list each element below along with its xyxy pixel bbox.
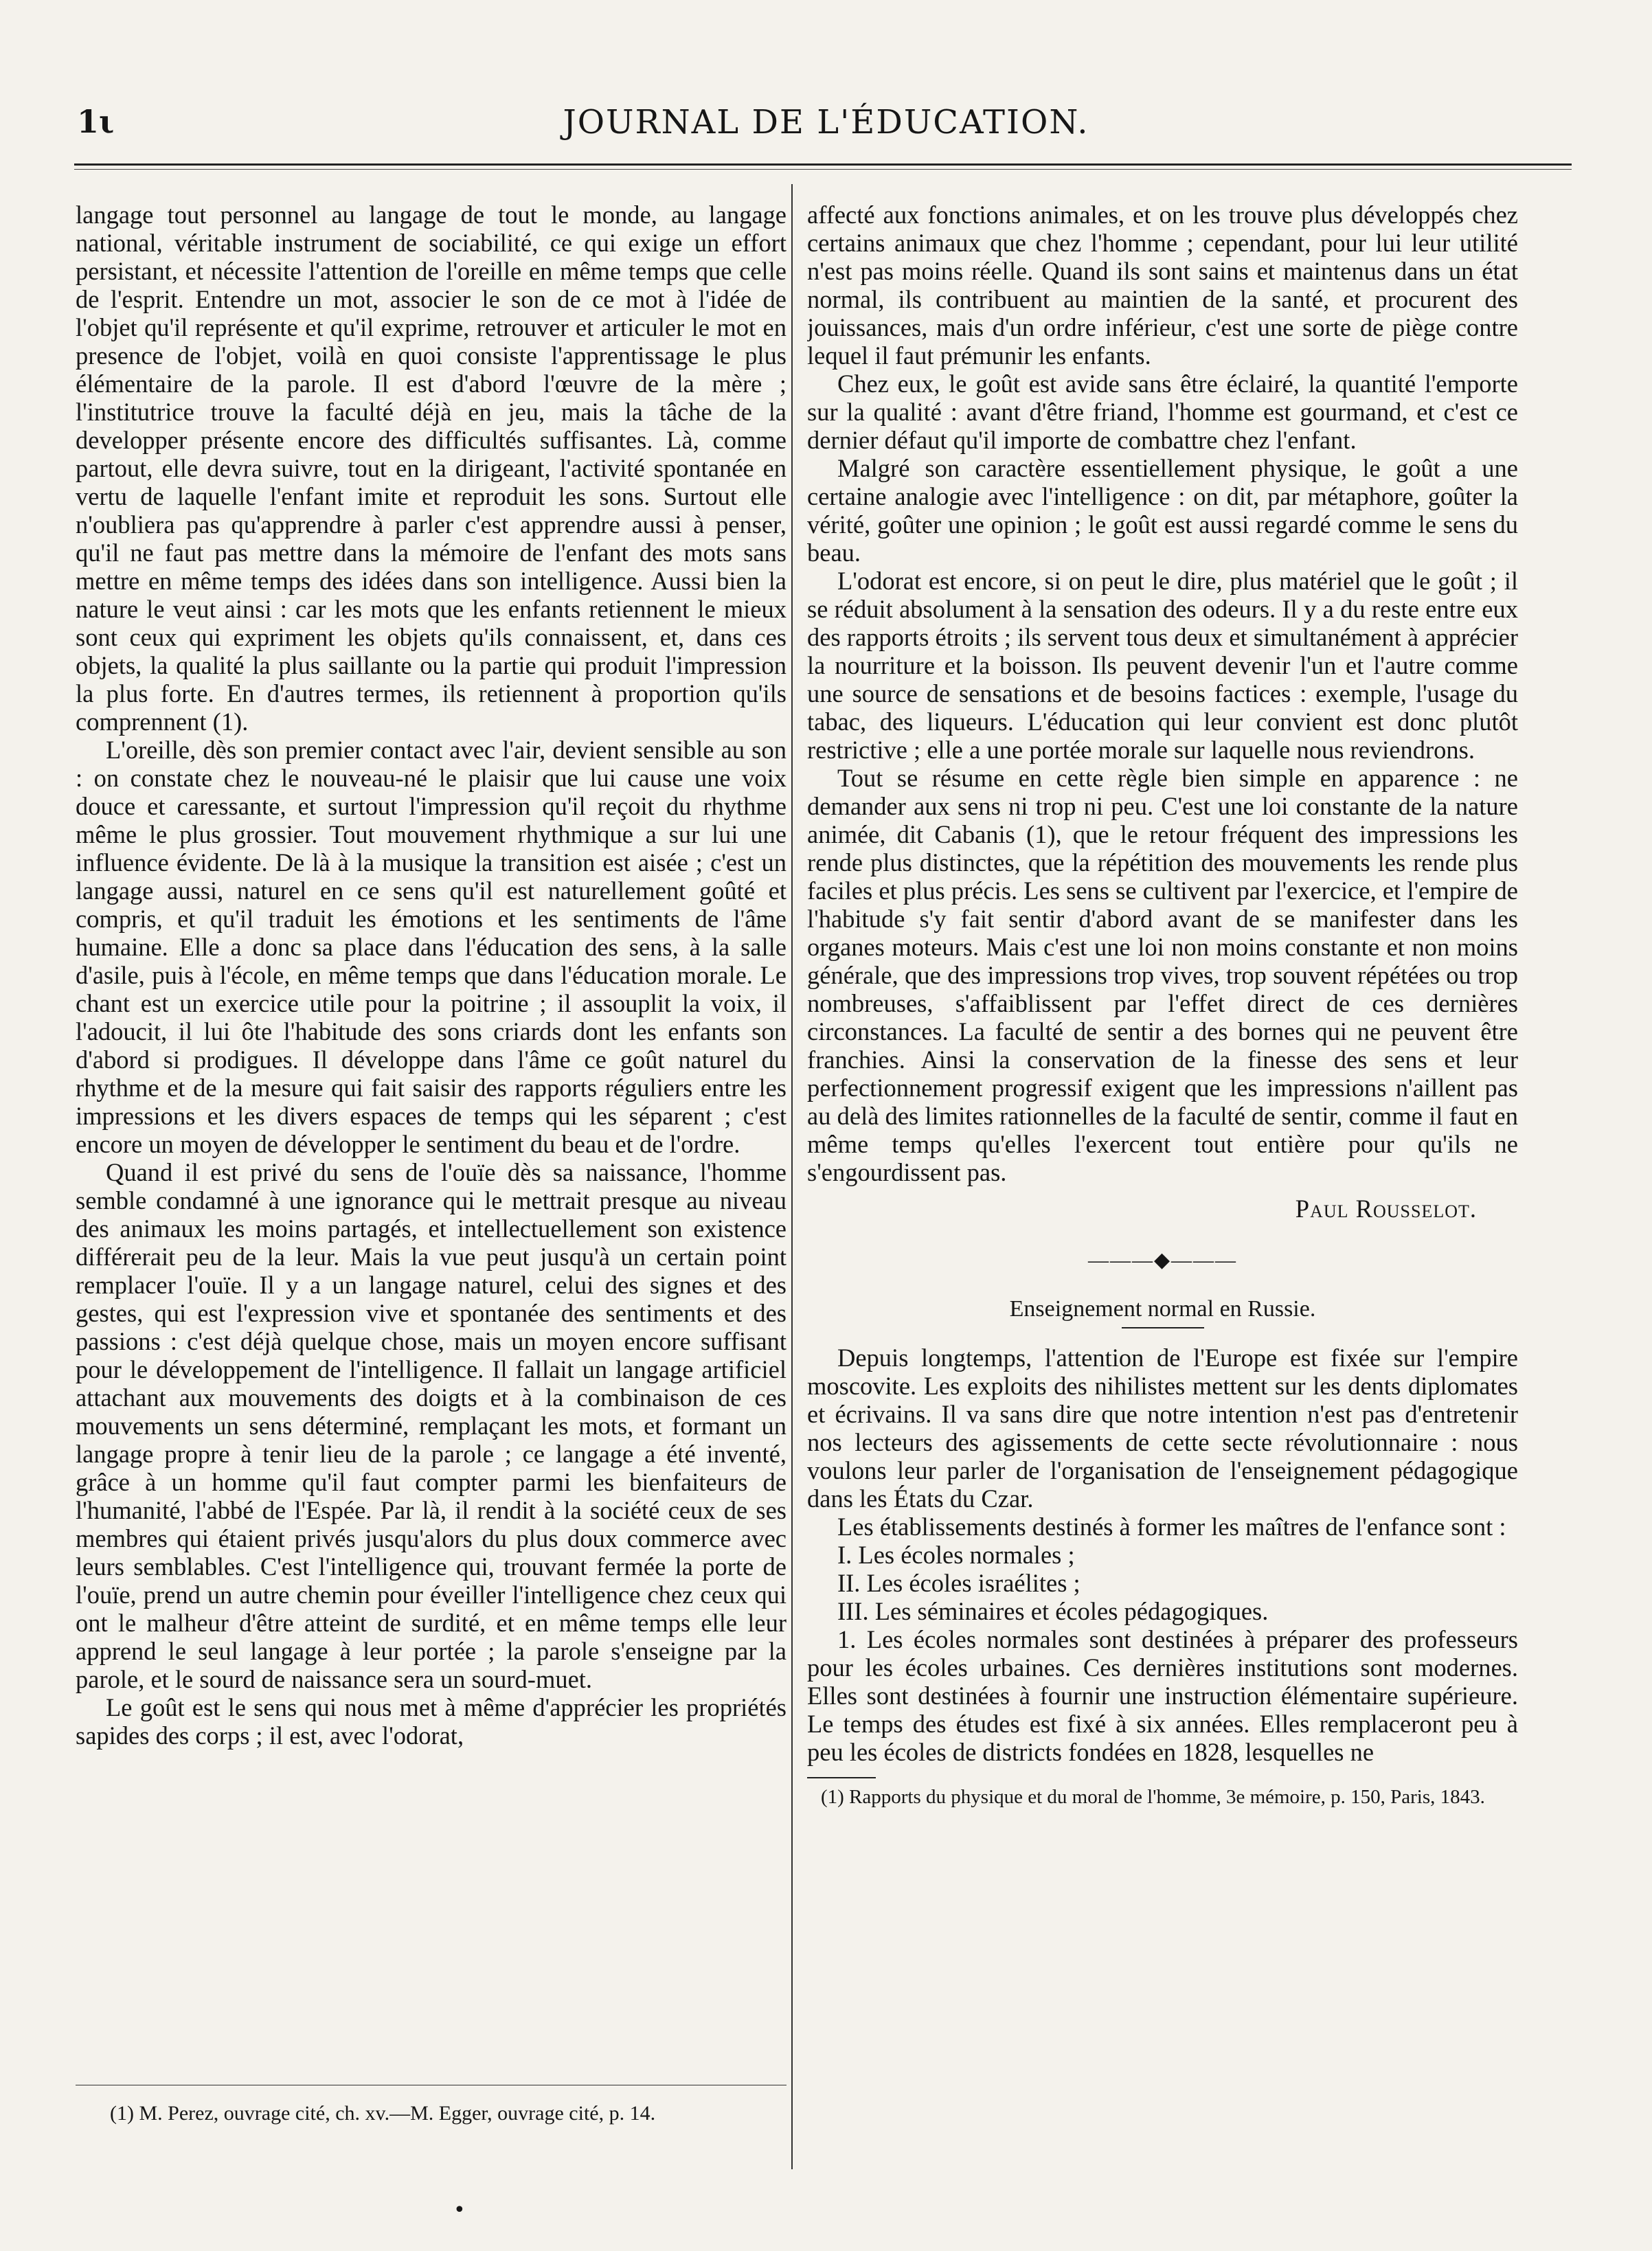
column-divider [791,184,793,2169]
left-paragraph: L'oreille, dès son premier contact avec l'air, devient sensible au son : on constate chez le nouveau-né le plaisir que lui cause une voix douce et caressante, et surtout l'impression qu'il reçoit du rhythme même le plus grossier. Tout mouvement rhythmique a sur lui une influence évidente. De là à la musique la transition est aisée ; c'est un langage aussi, naturel en ce sens qu'il est naturellement goûté et compris, et qu'il traduit les émotions et les sentiments de l'âme humaine. Elle a donc sa place dans l'éducation des sens, à la salle d'asile, puis à l'école, en même temps que dans l'éducation morale. Le chant est un exercice utile pour la poitrine ; il assouplit la voix, il l'adoucit, il lui ôte l'habitude des sons criards dont les enfants son d'abord si prodigues. Il développe dans l'âme ce goût naturel du rhythme et de la mesure qui fait saisir des rapports réguliers entre les impressions et les divers espaces de temps qui les séparent ; c'est encore un moyen de développer le sentiment du beau et de l'ordre. [76,736,787,1158]
left-footnote: (1) M. Perez, ouvrage cité, ch. xv.—M. Egger, ouvrage cité, p. 14. [110,2102,656,2125]
author-signature: Paul Rousselot. [1295,1195,1477,1223]
right-column [807,201,1518,2069]
header-rule [74,163,1572,166]
header-rule-thin [74,169,1572,170]
list-item: III. Les séminaires et écoles pédagogiques. [837,1597,1269,1625]
right-paragraph: L'odorat est encore, si on peut le dire, plus matériel que le goût ; il se réduit absolument à la sensation des odeurs. Il y a du reste entre eux des rapports étroits ; ils servent tous deux et simultanément à apprécier la nourriture et la boisson. Ils peuvent devenir l'un et l'autre comme une source de sensations et de besoins factices : exemple, l'usage du tabac, des liqueurs. L'éducation qui leur convient est donc plutôt restrictive ; elle a une portée morale sur laquelle nous reviendrons. [807,567,1518,764]
right-paragraph: Depuis longtemps, l'attention de l'Europe est fixée sur l'empire moscovite. Les exploits des nihilistes mettent sur les dents diplomates et écrivains. Il va sans dire que notre intention n'est pas d'entretenir nos lecteurs des agissements de cette secte révolutionnaire : nous voulons leur parler de l'organisation de l'enseignement pédagogique dans les États du Czar. [807,1344,1518,1513]
right-paragraph: affecté aux fonctions animales, et on les trouve plus développés chez certains animaux que chez l'homme ; cependant, pour lui leur utilité n'est pas moins réelle. Quand ils sont sains et maintenus dans un état normal, ils contribuent au maintien de la santé, et procurent des jouissances, mais d'un ordre inférieur, c'est une sorte de piège contre lequel il faut prémunir les enfants. [807,201,1518,370]
bottom-mark: • [453,2198,466,2222]
page-number: 1ι [77,103,115,140]
left-paragraph: Quand il est privé du sens de l'ouïe dès sa naissance, l'homme semble condamné à une ignorance qui le mettrait presque au niveau des animaux les moins partagés, et intellectuellement son existence différerait peu de la leur. Mais la vue peut jusqu'à un certain point remplacer l'ouïe. Il y a un langage naturel, celui des signes et des gestes, qui est l'expression vive et spontanée des sentiments et des passions : c'est déjà quelque chose, mais un moyen encore suffisant pour le développement de l'intelligence. Il fallait un langage artificiel attachant aux mouvements des doigts et à la combinaison de ces mouvements un sens déterminé, remplaçant les mots, et formant un langage propre à tenir lieu de la parole ; ce langage a été inventé, grâce à un homme qu'il faut compter parmi les bienfaiteurs de l'humanité, l'abbé de l'Espée. Par là, il rendit à la société ceux de ses membres qui étaient privés jusqu'alors du plus doux commerce avec leurs semblables. C'est l'intelligence qui, trouvant fermée la porte de l'ouïe, prend un autre chemin pour éveiller l'intelligence chez ceux qui ont le malheur d'être atteint de surdité, et en même temps elle leur apprend le seul langage à leur portée ; la parole s'enseigne par la parole, et le sourd de naissance sera un sourd-muet. [76,1158,787,1693]
section-ornament: ———◆——— [1087,1249,1238,1271]
footnote-rule [807,1777,876,1778]
list-item: II. Les écoles israélites ; [837,1569,1080,1597]
right-footnote: (1) Rapports du physique et du moral de l'homme, 3e mémoire, p. 150, Paris, 1843. [821,1786,1485,1808]
right-paragraph: Chez eux, le goût est avide sans être éclairé, la quantité l'emporte sur la qualité : avant d'être friand, l'homme est gourmand, et c'est ce dernier défaut qu'il importe de combattre chez l'enfant. [807,370,1518,454]
right-paragraph: Tout se résume en cette règle bien simple en apparence : ne demander aux sens ni trop ni peu. C'est une loi constante de la nature animée, dit Cabanis (1), que le retour fréquent des impressions les rende plus distinctes, que la répétition des mouvements les rende plus faciles et plus précis. Les sens se cultivent par l'exercice, et l'empire de l'habitude s'y fait sentir d'abord avant de se manifester dans les organes moteurs. Mais c'est une loi non moins constante et non moins générale, que des impressions trop vives, trop souvent répétées ou trop nombreuses, s'affaiblissent par l'effet direct de ces dernières circonstances. La faculté de sentir a des bornes qui ne peuvent être franchies. Ainsi la conservation de la finesse des sens et leur perfectionnement progressif exigent que les impressions n'aillent pas au delà des limites rationnelles de la faculté de sentir, comme il faut en même temps qu'elles l'exercent tout entière pour qu'ils ne s'engourdissent pas. [807,764,1518,1186]
left-column [76,201,787,2069]
left-paragraph: langage tout personnel au langage de tout le monde, au langage national, véritable instrument de sociabilité, ce qui exige un effort persistant, et nécessite l'attention de l'oreille en même temps que celle de l'esprit. Entendre un mot, associer le son de ce mot à l'idée de l'objet qu'il représente et qu'il exprime, retrouver et articuler le mot en presence de l'objet, voilà en quoi consiste l'apprentissage le plus élémentaire de la parole. Il est d'abord l'œuvre de la mère ; l'institutrice trouve la faculté déjà en jeu, mais la tâche de la developper présente encore des difficultés suffisantes. Là, comme partout, elle devra suivre, tout en la dirigeant, l'activité spontanée en vertu de laquelle l'enfant imite et reproduit les sons. Surtout elle n'oubliera pas qu'apprendre à parler c'est apprendre aussi à penser, qu'il ne faut pas mettre dans la mémoire de l'enfant des mots sans mettre en même temps des idées dans son intelligence. Aussi bien la nature le veut ainsi : car les mots que les enfants retiennent le mieux sont ceux qui expriment les objets qu'ils connaissent, et, dans ces objets, la qualité la plus saillante ou la partie qui produit l'impression la plus forte. En d'autres termes, ils retiennent à proportion qu'ils comprennent (1). [76,201,787,736]
list-item: I. Les écoles normales ; [837,1541,1075,1569]
right-paragraph: 1. Les écoles normales sont destinées à préparer des professeurs pour les écoles urbaines. Ces dernières institutions sont modernes. Elles sont destinées à fournir une instruction élémentaire supérieure. Le temps des études est fixé à six années. Elles remplaceront peu à peu les écoles de districts fondées en 1828, lesquelles ne [807,1625,1518,1766]
journal-title: JOURNAL DE L'ÉDUCATION. [563,103,1089,142]
section-title: Enseignement normal en Russie. [1009,1296,1316,1322]
left-paragraph: Le goût est le sens qui nous met à même d'apprécier les propriétés sapides des corps ; il est, avec l'odorat, [76,1693,787,1750]
right-paragraph: Les établissements destinés à former les maîtres de l'enfance sont : [837,1513,1506,1541]
section-title-rule [1122,1327,1204,1328]
page-header [0,103,1652,144]
right-paragraph: Malgré son caractère essentiellement physique, le goût a une certaine analogie avec l'intelligence : on dit, par métaphore, goûter la vérité, goûter une opinion ; le goût est aussi regardé comme le sens du beau. [807,454,1518,567]
